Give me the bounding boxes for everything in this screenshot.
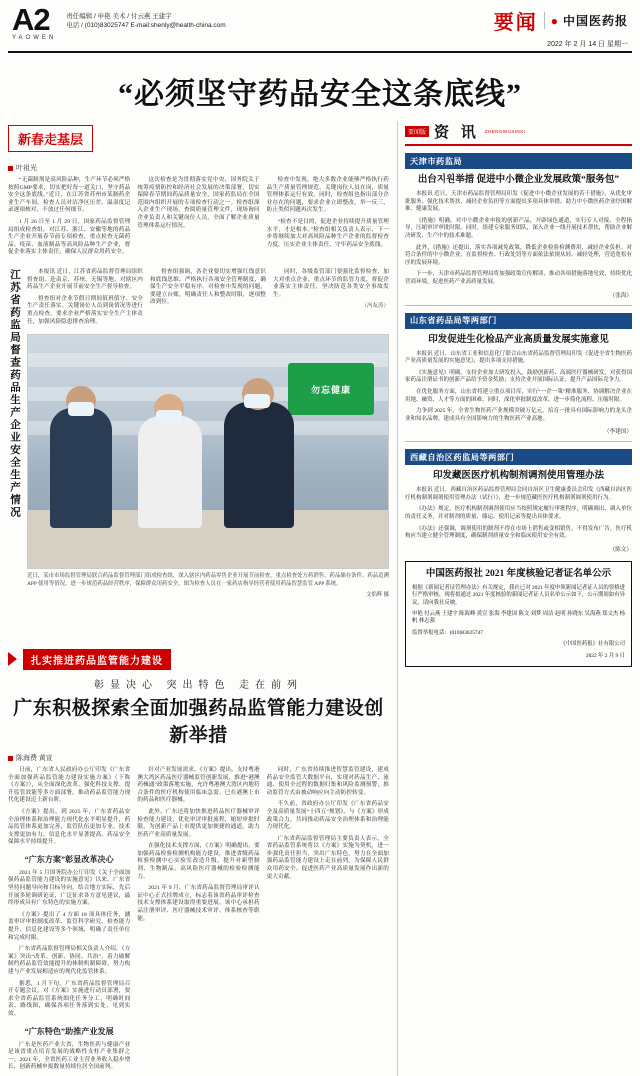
sidebar-source-2: 山东省药品局等两部门 <box>405 313 632 329</box>
sidebar-article-2 <box>405 313 632 436</box>
page-folio: A2 <box>12 2 50 37</box>
paragraph: 此外，《措施》还提出，落实各项减免政策，降低企业检验检测费用，减轻企业负担。对符合条件的中小微企业，在监督检查、行政处罚等方面依法依规从轻、减轻处理，营造宽松有序的发展环境。 <box>404 244 632 266</box>
paragraph: 2021 年 9 月，广东省药品监督管理局审评认证中心正式挂牌成立，标志着该省药品审评检查技术支撑体系建设取得重要进展。该中心承担药品注册审评、医疗器械技术审评、体系核查等职能。 <box>137 885 260 922</box>
photo-feature-body <box>27 269 389 639</box>
paragraph: 《措施》明确，对中小微企业申报的创新产品，开辟绿色通道，实行专人对接、全程指导，压缩审评审批时限。同时，组建专家服务团队，深入企业一线开展技术帮扶，帮助企业解决研发、生产中的技术难题。 <box>404 217 632 239</box>
paragraph: 《实施意见》明确，支持企业加大研发投入，鼓励创新药、高端医疗器械研发，对获得国家药品注册证书的创新产品给予资金奖励；支持企业开展国际认证，提升产品国际竞争力。 <box>404 369 632 384</box>
lead-col-2 <box>137 177 259 261</box>
section-banner <box>8 649 389 670</box>
sidebar-column <box>397 121 632 1076</box>
main-column <box>8 121 389 1076</box>
photo-credit: 文焰辉 摄 <box>366 591 389 598</box>
sidebar-title-pinyin: ZHENGWUXINXI <box>484 129 526 134</box>
paragraph: 此外，广东还将加快推进药品医疗器械审评检查能力建设，优化审评审批流程，缩短审批时限，为创新产品上市提供更加便捷的通道，助力医药产业高质量发展。 <box>137 808 260 838</box>
article-kicker: 彰显决心 突出特色 走在前列 <box>93 679 303 691</box>
paragraph: 不久前，省政府办公厅印发《广东省药品安全及高质量发展“十四五”规划》，与《方案》形成政策合力，共同推动药品安全治理体系和治理能力现代化。 <box>266 801 389 831</box>
credit-line-2: 电话 / (010)83025747 E-mail:shenly@health-china.com <box>66 22 226 29</box>
paragraph: 同时，各级监管部门要强化监督检查，加大对重点企业、重点环节的监管力度，督促企业落实主体责任，坚决防范各类安全事故发生。 <box>273 268 389 298</box>
paragraph: 这次检查是为贯彻落实党中央、国务院关于统筹疫情防控和经济社会发展的决策部署，切实保障春节期间药品质量安全，国家药监局在全国范围内组织开展的专项检查行动之一。检查组深入企业生产现场，查阅质量管理文件，现场询问企业负责人和关键岗位人员，全面了解企业质量管理体系运行情况。 <box>137 177 260 229</box>
sidebar-source-1: 天津市药监局 <box>405 153 632 169</box>
paragraph: “检查不是目的，促进企业持续提升质量管理水平，才是根本。”检查组相关负责人表示，下一步将继续加大对高风险品种生产企业的监督检查力度，压实企业主体责任，守牢药品安全底线。 <box>266 218 389 248</box>
paragraph: 下一步，天津市药品监督管理局将加强政策宣传解读，推动各项措施落地见效，持续优化营商环境，促进医药产业高质量发展。 <box>404 271 632 285</box>
paragraph: 在优化服务方面，山东省将建立重点项目库，实行“一企一策”精准服务，协调解决企业在用地、融资、人才等方面的困难。同时，深化审批制度改革，进一步简化流程、压缩时限。 <box>404 388 632 403</box>
public-notice <box>405 561 632 668</box>
bottom-col-3 <box>267 767 389 1076</box>
vertical-article-text <box>27 269 389 330</box>
divider <box>405 441 632 442</box>
byline-name: 叶祖光 <box>16 164 37 172</box>
paragraph: 《办法》还强调，调剂使用的制剂不得在市场上销售或变相销售，不得发布广告。医疗机构应当建立健全管理制度，确保制剂质量安全和临床使用安全有效。 <box>404 525 632 540</box>
sidebar-body-2 <box>405 351 632 424</box>
notice-body: 根据《新闻记者证管理办法》有关规定，我社已对 2021 年度申领新闻记者证人员的资格进行严格审核，现将拟通过 2021 年度核验的新闻记者证人员名单公示如下，公示期间如有异议，请向我社反映。 <box>411 584 625 606</box>
photo-caption: 近日，某市市场监督管理局联合药品监督管理部门组成检查组，深入辖区内药品零售企业开展节前检查，重点检查处方药销售、药品储存条件、药品追溯APP 使用等情况，进一步规范药品经营秩序，保障群众用药安全。图为检查人员在一家药店指导经营者使用药品智慧监管 APP 系统。 <box>27 573 389 587</box>
credit-line-1: 责任编辑 / 申艳 美术 / 付云燕 王建宇 <box>66 13 172 20</box>
paragraph: 本报讯 近日，山东省工业和信息化厅联合山东省药品监督管理局印发《促进全省生物医药产业高质量发展的实施意见》，提出多项支持措施。 <box>404 350 632 365</box>
vert-col-2 <box>150 269 266 330</box>
divider <box>405 305 632 306</box>
sidebar-sign-1: （张海） <box>609 292 632 299</box>
paragraph: 同时，广东省持续推进智慧监管建设，建成药品安全监管大数据平台，实现对药品生产、流通、使用全过程的数据归集和风险监测预警，推动监管方式由被动响应向主动防控转变。 <box>266 766 389 796</box>
bottom-subhead-1: “广东方案”彰显改革决心 <box>24 854 114 864</box>
paragraph: 2021 年 5 月国务院办公厅印发《关于全面加强药品监管能力建设的实施意见》以来，广东省坚持问题导向和目标导向，结合地方实际，先后开展多轮调研论证，广泛征求各方意见建议，最终形成具有广东特色的实施方案。 <box>8 869 131 907</box>
page-title: “必须坚守药品安全这条底线” <box>118 78 522 111</box>
sidebar-source-3: 西藏自治区药监局等两部门 <box>405 449 632 465</box>
sidebar-body-3 <box>405 487 632 541</box>
bottom-article <box>8 767 389 1076</box>
issue-date: 2022 年 2 月 14 日 星期一 <box>547 41 628 48</box>
paragraph: 督查组强调，各企业要切实增强红线意识和底线思维，严格执行各项安全管理制度，确保生产安全平稳有序。对检查中发现的问题，要建立台账，明确责任人和整改时限，逐项整改到位。 <box>150 268 266 306</box>
byline-name: 陈海费 黄宣 <box>16 753 53 762</box>
sidebar-headline-3: 印发藏医医疗机构制剂调剂使用管理办法 <box>432 471 604 482</box>
paragraph: 督查组对企业节假日期间值班值守、安全生产责任落实、关键岗位人员到岗情况等进行重点检查，要求企业严格落实安全生产主体责任，加强风险隐患排查治理。 <box>27 295 143 325</box>
chevron-right-icon <box>8 652 17 666</box>
news-photo <box>27 334 389 569</box>
bottom-subhead-2: “广东特色”助推产业发展 <box>24 1026 114 1036</box>
notice-title: 中国医药报社 2021 年度核验记者证名单公示 <box>425 568 612 579</box>
vert-col-3 <box>273 269 389 330</box>
vert-col-1 <box>27 269 143 330</box>
vertical-credit: （冯友涛） <box>361 303 389 310</box>
folio-block <box>12 2 57 41</box>
paragraph: 本报讯 近日，江苏省药品监督管理局组织督查组，赴南京、苏州、无锡等地，对辖区内药品生产企业开展节前安全生产督导检查。 <box>27 268 143 291</box>
sidebar-article-1 <box>405 153 632 299</box>
sidebar-header <box>405 121 632 146</box>
paragraph: 检查中发现，绝大多数企业能够严格执行药品生产质量管理规范，关键岗位人员在岗，质量管理体系运行有效。同时，检查组也指出部分企业存在的问题，要求企业立即整改，举一反三，防止类似问题再次发生。 <box>266 177 389 214</box>
paragraph: 1 月 26 日至 1 月 29 日，国家药品监督管理局组成检查组，对江苏、浙江、安徽等地的药品生产企业开展春节前专项检查，重点检查无菌药品、疫苗、血液制品等高风险品种生产企业，督促企业落实主体责任，确保人民群众用药安全。 <box>8 218 131 256</box>
newspaper-logo-text: 中国医药报 <box>562 14 628 28</box>
photo-sign-text: 勿忘健康 <box>288 363 374 415</box>
section-banner-label: 扎实推进药品监管能力建设 <box>23 649 171 670</box>
paragraph: 针对产业发展需求，《方案》提出，支持粤港澳大湾区药品医疗器械监管创新发展，推进“港澳药械通”政策落地实施，允许粤港澳大湾区内地符合条件的医疗机构使用临床急需、已在港澳上市的药品和医疗器械。 <box>137 766 260 804</box>
sidebar-body-1 <box>405 191 632 287</box>
bottom-col-1 <box>8 767 130 1076</box>
masthead-brand <box>494 6 628 49</box>
paragraph: 力争到 2025 年，全省生物医药产业规模突破万亿元，培育一批具有国际影响力的龙头企业和知名品牌，建成具有全国影响力的生物医药产业高地。 <box>404 408 632 422</box>
sidebar-title: 资 讯 <box>434 125 480 141</box>
lead-article <box>8 177 389 261</box>
paragraph: 《方案》提出了 4 方面 18 项具体任务，涵盖审评审批制度改革、监管科学研究、检查能力提升、信息化建设等多个领域，明确了责任单位和完成时限。 <box>8 911 131 941</box>
section-name: 要闻 <box>493 12 538 34</box>
masthead <box>8 0 632 53</box>
masthead-credits <box>66 6 494 30</box>
byline-lead <box>8 163 389 173</box>
paragraph: 广东是医药产业大省，生物医药与健康产业是该省重点培育发展的战略性支柱产业集群之一。2021 年，全省医药工业主营业务收入稳步增长，创新药械申报数量持续位居全国前列。 <box>8 1041 131 1071</box>
newspaper-logo: ● 中国医药报 <box>544 12 628 29</box>
article-subhead: 广东积极探索全面加强药品监管能力建设创新举措 <box>13 697 384 746</box>
sidebar-headline-1: 出台지원举措 促进中小微企业发展政策“服务包” <box>417 175 620 185</box>
section-tag: 新春走基层 <box>8 125 93 152</box>
vertical-headline: 江苏省药监局督查药品生产企业安全生产情况 <box>9 268 20 519</box>
lead-col-1 <box>8 177 130 261</box>
sidebar-badge: 要闻版 <box>405 126 429 137</box>
paragraph: 在强化技术支撑方面，《方案》明确提出，要加强药品检验检测机构能力建设，推进省级药品检验检测中心实验室改造升级，提升对新型制剂、生物制品、高风险医疗器械的检验检测能力。 <box>137 843 260 880</box>
sidebar-sign-3: （陈文） <box>609 546 632 553</box>
paragraph: 据悉，1 月下旬，广东省药品监督管理局召开专题会议，对《方案》实施进行动员部署，要求全省药品监管系统细化任务分工，明确时间表、路线图，确保各项任务落到实处、见到实效。 <box>8 980 131 1017</box>
bottom-col-2 <box>137 767 259 1076</box>
photo-feature <box>8 269 389 639</box>
paragraph: 《方案》提出，到 2025 年，广东省药品安全治理体系和治理能力现代化水平明显提升，药品监管体系更加完善，监管队伍更加专业，技术支撑更加有力，信息化水平显著提高，药品安全保障水平持续提升。 <box>8 808 131 846</box>
paragraph: 广东省药品监督管理局相关负责人介绍，《方案》突出“改革、创新、协同、共治”，着力破解制约药品监管效能提升的体制机制障碍，努力构建与产业发展相适应的现代化监管体系。 <box>8 946 131 975</box>
paragraph: 本报讯 近日，天津市药品监督管理局印发《促进中小微企业发展的若干措施》，从优化审批服务、强化技术帮扶、减轻企业负担等方面提出多项具体举措，助力中小微医药企业纾困解难、健康发展。 <box>404 191 632 213</box>
paragraph: 《办法》规定，医疗机构制剂调剂使用应当按照规定履行审批程序，明确调出、调入单位的责任义务，并对制剂的质量、储运、使用记录等提出具体要求。 <box>404 506 632 521</box>
notice-names: 申艳 付云燕 王建宇 陈海峰 黄宣 张海 李建国 陈文 刘梦 周洁 赵明 孙晓东 吴海燕 郑文杰 杨帆 林志强 <box>411 611 625 625</box>
paragraph: 日前，广东省人民政府办公厅印发《广东省全面加强药品监管能力建设实施方案》（下称《方案》），从全面深化改革、强化科技支撑、提升监管效能等多方面部署，推动药品监管能力现代化建设迈上新台阶。 <box>8 766 131 804</box>
sidebar-headline-2: 印发促进生化检品产业高质量发展实施意见 <box>428 334 609 345</box>
notice-issuer: 《中国医药报》社有限公司 <box>560 641 625 648</box>
paragraph: 广东省药品监督管理局主要负责人表示，全省药品监管系统将以《方案》实施为契机，进一步强化责任担当，突出广东特色，努力在全面加强药品监管能力建设上走在前列，为保障人民群众用药安全、促进医药产业高质量发展作出新的更大贡献。 <box>266 835 389 880</box>
notice-date: 2022 年 2 月 9 日 <box>585 652 625 659</box>
byline-secondary <box>8 753 389 763</box>
sidebar-sign-2: （李建国） <box>604 429 632 436</box>
paragraph: “无菌制剂是高风险品种，生产环节必须严格按照GMP要求，切实把好每一道关口，坚守药品安全这条底线。”近日，在江苏省苏州市某制药企业生产车间，检查人员对洁净区压差、温湿度记录逐项核对，不放过任何细节。 <box>8 177 131 214</box>
paragraph: 本报讯 近日，西藏自治区药品监督管理局会同自治区卫生健康委员会印发《西藏自治区医疗机构制剂调剂使用管理办法（试行）》，进一步规范藏医医疗机构制剂调剂使用行为。 <box>404 487 632 501</box>
notice-phone: 监督举报电话：(010)83025747 <box>411 629 483 636</box>
lead-col-3 <box>267 177 389 261</box>
sidebar-article-3 <box>405 449 632 553</box>
folio-pinyin: YAOWEN <box>12 35 57 41</box>
